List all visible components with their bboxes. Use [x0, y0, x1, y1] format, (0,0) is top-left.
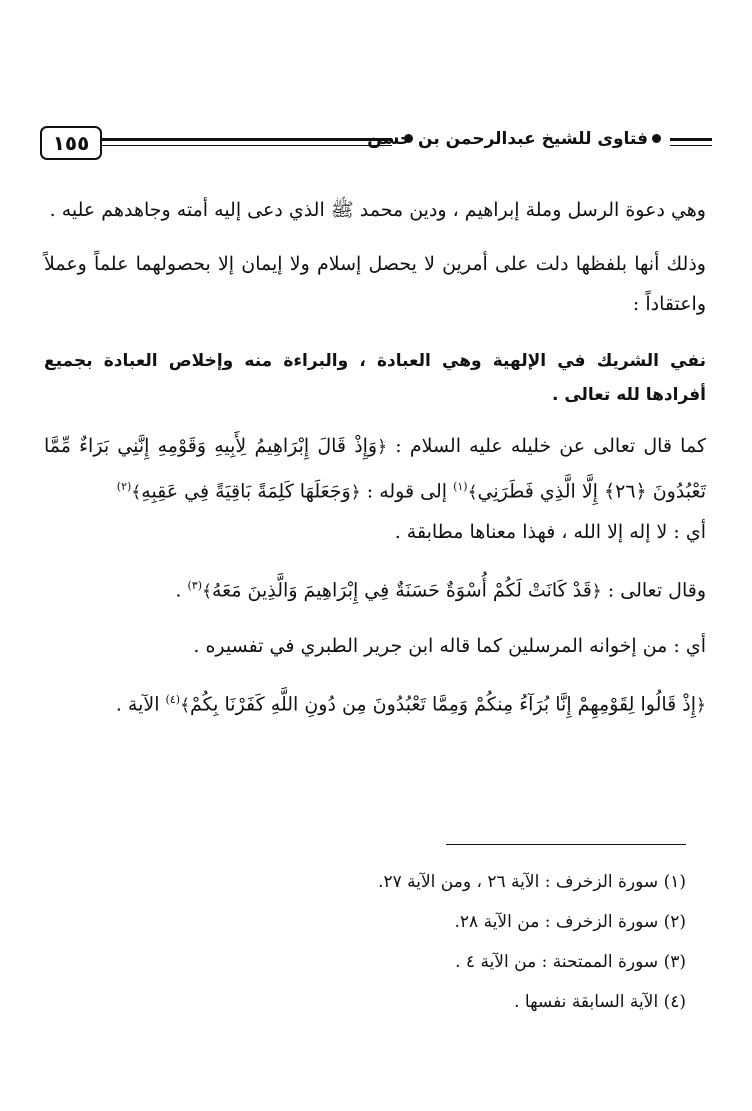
quran-verse: وَجَعَلَهَا كَلِمَةً بَاقِيَةً فِي عَقِبِهِ: [141, 480, 351, 503]
paragraph: أي : لا إله إلا الله ، فهذا معناها مطابقة .: [394, 521, 706, 544]
paragraph-text: وقال تعالى :: [607, 579, 706, 602]
ornate-bracket-close-icon: ﴾: [467, 482, 478, 503]
ornate-bracket-open-icon: ﴿: [591, 581, 602, 602]
quran-verse: قَدْ كَانَتْ لَكُمْ أُسْوَةٌ حَسَنَةٌ فِي إِبْرَاهِيمَ وَالَّذِينَ مَعَهُ: [211, 579, 592, 602]
header-title: فتاوى للشيخ عبدالرحمن بن حسن: [367, 129, 648, 149]
footnote-divider: [446, 844, 686, 845]
footnote: (١) سورة الزخرف : الآية ٢٦ ، ومن الآية ٢٧.: [378, 872, 686, 892]
ornate-bracket-close-icon: ﴾: [202, 581, 212, 602]
footnote-ref[interactable]: (٣): [187, 579, 202, 593]
main-text: [44, 190, 706, 725]
paragraph: وهي دعوة الرسل وملة إبراهيم ، ودين محمد ﷺ الذي دعى إليه أمته وجاهدهم عليه .: [49, 199, 706, 221]
ornate-bracket-open-icon: ﴿: [696, 694, 706, 715]
paragraph: وذلك أنها بلفظها دلت على أمرين لا يحصل إسلام ولا إيمان إلا بحصولهما علماً وعملاً واعتقاداً :: [44, 253, 706, 315]
footnote-ref[interactable]: (٤): [165, 692, 181, 706]
paragraph-text: إلى قوله :: [366, 480, 448, 503]
paragraph: أي : من إخوانه المرسلين كما قاله ابن جرير الطبري في تفسيره .: [193, 634, 706, 657]
page-number: ١٥٥: [40, 126, 102, 160]
footnote: (٣) سورة الممتحنة : من الآية ٤ .: [455, 952, 686, 972]
quran-verse: وَإِذْ قَالَ إِبْرَاهِيمُ لِأَبِيهِ وَقَوْمِهِ إِنَّنِي بَرَاءٌ مِّمَّا تَعْبُدُونَ ﴿٢٦﴾ إِلَّا الَّذِي فَطَرَنِي: [44, 435, 706, 503]
footnote-ref[interactable]: (٢): [116, 480, 132, 493]
footnote-ref[interactable]: (١): [453, 480, 468, 493]
footnote: (٢) سورة الزخرف : من الآية ٢٨.: [454, 912, 686, 932]
header-rule-left: [102, 138, 392, 146]
bullet-icon: [652, 134, 661, 143]
ornate-bracket-open-icon: ﴿: [377, 437, 388, 457]
paragraph-text: كما قال تعالى عن خليله عليه السلام :: [395, 435, 706, 457]
paragraph: [44, 426, 706, 512]
footnotes: [200, 862, 686, 1022]
paragraph-text: الآية .: [115, 692, 160, 715]
ornate-bracket-open-icon: ﴿: [350, 482, 361, 503]
section-heading: نفي الشريك في الإلهية وهي العبادة ، والبراءة منه وإخلاص العبادة بجميع أفرادها لله تعالى .: [44, 351, 706, 405]
paragraph: وقال تعالى : ﴿قَدْ كَانَتْ لَكُمْ أُسْوَةٌ حَسَنَةٌ فِي إِبْرَاهِيمَ وَالَّذِينَ مَعَهُ﴾$^{(٣)}$ .: [175, 579, 706, 602]
running-header: [40, 126, 712, 166]
paragraph: [44, 680, 706, 725]
footnote: (٤) الآية السابقة نفسها .: [514, 992, 686, 1012]
ornate-bracket-close-icon: ﴾: [131, 482, 142, 503]
quran-verse: إِذْ قَالُوا لِقَوْمِهِمْ إِنَّا بُرَآءُ مِنكُمْ وَمِمَّا تَعْبُدُونَ مِن دُونِ اللَّهِ كَفَرْنَا بِكُمْ: [190, 692, 697, 715]
header-rule-right: [670, 138, 712, 146]
ornate-bracket-close-icon: ﴾: [180, 694, 191, 715]
